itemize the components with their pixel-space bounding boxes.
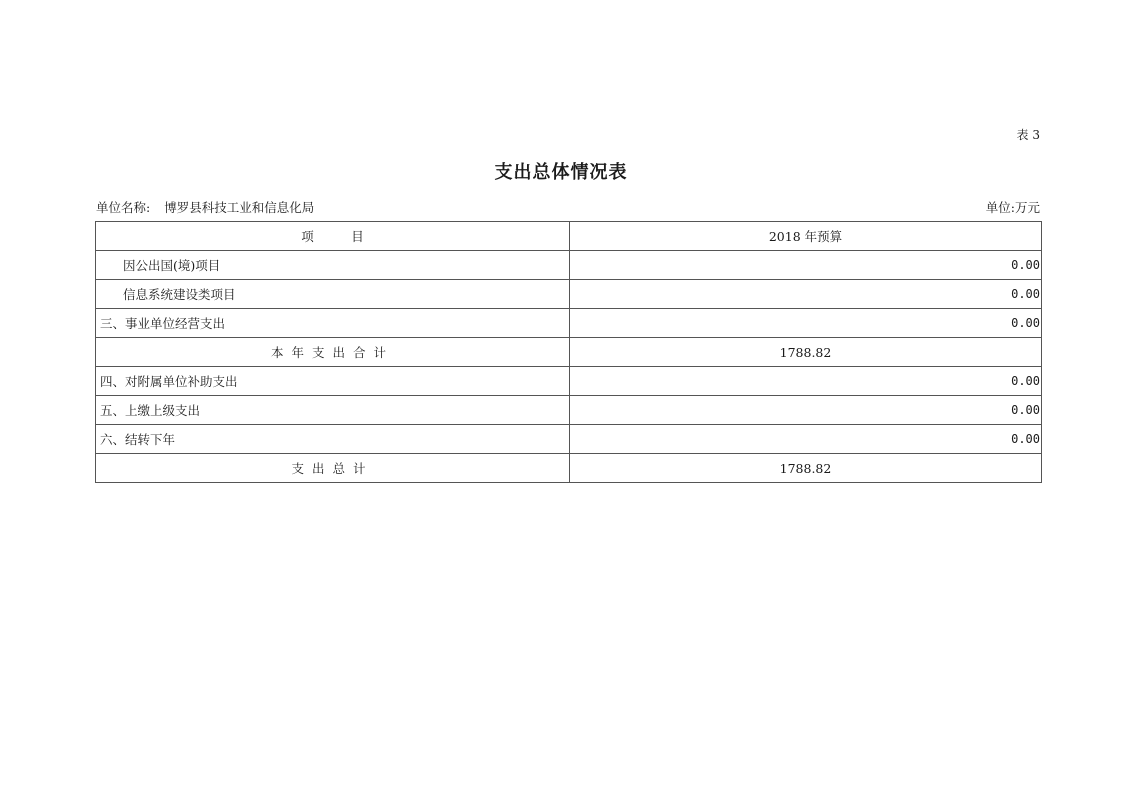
subtotal-label: 本年支出合计 (96, 338, 570, 367)
table-row (96, 309, 1042, 338)
row-label: 五、上缴上级支出 (96, 396, 570, 425)
table-row (96, 425, 1042, 454)
unit-name (96, 198, 314, 216)
row-label: 六、结转下年 (96, 425, 570, 454)
header-meta (96, 198, 1040, 216)
total-label: 支出总计 (96, 454, 570, 483)
table-row (96, 367, 1042, 396)
row-label: 四、对附属单位补助支出 (96, 367, 570, 396)
total-value: 1788.82 (570, 454, 1042, 483)
table-header-row (96, 222, 1042, 251)
row-value: 0.00 (570, 309, 1042, 338)
table-row (96, 396, 1042, 425)
header-budget: 2018 年预算 (570, 222, 1042, 251)
row-label: 三、事业单位经营支出 (96, 309, 570, 338)
subtotal-row (96, 338, 1042, 367)
header-item: 项 目 (96, 222, 570, 251)
row-label: 信息系统建设类项目 (96, 280, 570, 309)
currency-unit: 单位:万元 (985, 200, 1040, 215)
total-row (96, 454, 1042, 483)
table-row (96, 251, 1042, 280)
row-value: 0.00 (570, 251, 1042, 280)
page-title: 支出总体情况表 (494, 162, 628, 183)
row-value: 0.00 (570, 280, 1042, 309)
unit-name-value: 博罗县科技工业和信息化局 (164, 200, 315, 215)
expenditure-table (95, 221, 1042, 483)
unit-name-label: 单位名称: (96, 200, 151, 215)
table-number: 表 3 (1016, 128, 1040, 142)
row-value: 0.00 (570, 367, 1042, 396)
subtotal-value: 1788.82 (570, 338, 1042, 367)
table-row (96, 280, 1042, 309)
row-label: 因公出国(境)项目 (96, 251, 570, 280)
row-value: 0.00 (570, 396, 1042, 425)
row-value: 0.00 (570, 425, 1042, 454)
